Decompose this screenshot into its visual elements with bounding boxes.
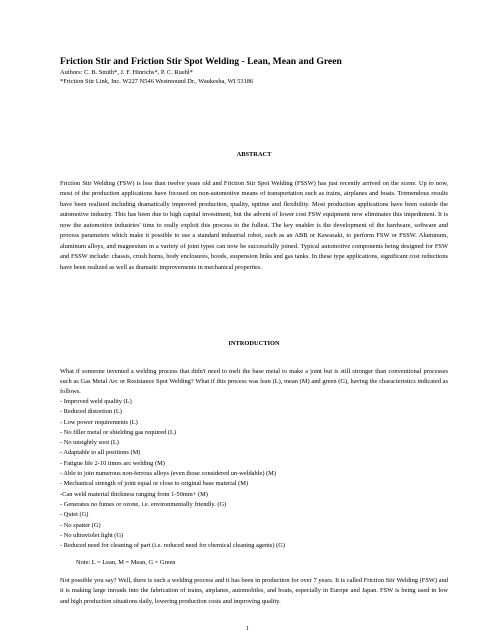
list-item: - Adaptable to all positions (M) (60, 449, 141, 457)
list-item: - Mechanical strength of joint equal or close to original base material (M) (60, 480, 249, 488)
list-item: - Able to join numerous non-ferrous alloys (even those considered un-weldable) (M) (60, 470, 276, 478)
list-item: -Can weld material thickness ranging from 1-50mm+ (M) (60, 490, 208, 498)
list-item: - Low power requirements (L) (60, 418, 138, 426)
abstract-text: Friction Stir Welding (FSW) is less than twelve years old and Friction Stir Spot Welding (FSSW) has just recently arrived on the scene. Up to now, most of the production applications have focused on non-automotive means of transportation such as trains, airplanes and boats. Tremendous results have been realized including dramatically improved production, quality, uptime and flexibility. Most production applications have been outside the automotive industry. This has been due to high capital investment, but the advent of lower cost FSW equipment now eliminates this impediment. It is now the automotive industries' time to really exploit this process to the fullest. The key enabler is the development of the hardware, software and process parameters which make it possible to use a standard industrial robot, such as an ABB or Kawasaki, to perform FSW or FSSW. Aluminum, aluminum alloys, and magnesium in a variety of joint types can now be successfully joined. Typical automotive components being designed for FSW and FSSW include: chassis, crush horns, body enclosures, hoods, suspension links and gas tanks. In these type applications, significant cost reductions have been realized as well as dramatic improvements in mechanical properties. (60, 180, 448, 271)
list-item: - No unsightly soot (L) (60, 439, 119, 447)
list-item: - Generates no fumes or ozone, i.e. environmentally friendly. (G) (60, 500, 227, 508)
list-item: - Reduced distortion (L) (60, 408, 122, 416)
list-item: - Reduced need for cleaning of part (i.e. reduced need for chemical cleaning agents) (G) (60, 542, 285, 550)
page-number: 1 (245, 625, 250, 632)
list-item: - No spatter (G) (60, 521, 101, 529)
authors-line: Authors: C. B. Smith*, J. F. Hinrichs*, P. C. Ruehl* (60, 69, 193, 76)
list-item: - No filler metal or shielding gas required (L) (60, 428, 177, 436)
paper-title: Friction Stir and Friction Stir Spot Welding - Lean, Mean and Green (60, 56, 342, 67)
abstract-heading: ABSTRACT (236, 151, 272, 158)
list-item: - Fatigue life 2-10 times arc welding (M) (60, 459, 165, 467)
legend-note: Note: L = Lean, M = Mean, G = Green (76, 559, 176, 566)
affiliation-line: *Friction Stir Link, Inc. W227 N546 Westmound Dr., Waukesha, WI 53186 (60, 78, 254, 85)
list-item: - Improved weld quality (L) (60, 398, 132, 405)
introduction-heading: INTRODUCTION (228, 340, 280, 347)
characteristics-list (60, 397, 460, 551)
introduction-text: What if someone invented a welding process that didn't need to melt the base metal to make a joint but is still stronger than conventional processes such as Gas Metal Arc or Resistance Spot Welding? What if this process was lean (L), mean (M) and green (G), having the characteristics indicated as follows. (60, 368, 448, 396)
list-item: - Quiet (G) (60, 511, 89, 519)
list-item: - No ultraviolet light (G) (60, 531, 124, 539)
closing-paragraph: Not possible you say? Well, there is such a welding process and it has been in production for over 7 years. It is called Friction Stir Welding (FSW) and it is making large inroads into the fabrication of trains, airplanes, automobiles, and boats, especially in Europe and Japan. FSW is being used in low and high production situations daily, lowering production costs and improving quality. (60, 577, 448, 605)
